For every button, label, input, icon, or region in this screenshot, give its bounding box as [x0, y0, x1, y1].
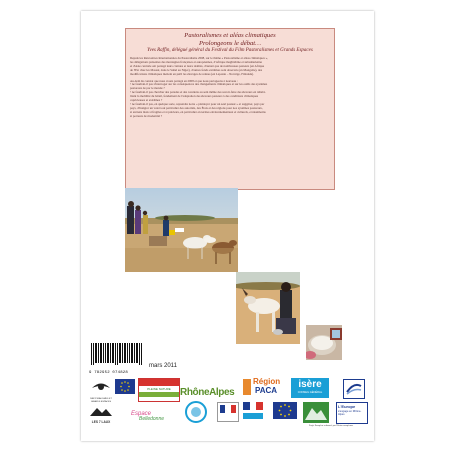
paca-flag-icon [243, 379, 251, 395]
barcode-icon [89, 342, 144, 366]
logo-swirl [343, 379, 365, 399]
photo-woman-milking-goat [236, 272, 300, 344]
editorial-paragraph-1 [130, 57, 330, 77]
text-line: Depuis les Rencontres Internationales du Pastoralisme 2008, sur le thème « Pastoralisme et aléas climatiques », [130, 56, 268, 60]
text-line: • ne faudrait-il pas chercher des parades et des rotations au sein même des savoir-faire des éleveurs en réhabi- [130, 90, 266, 95]
logo-europe-text: L'Europe [338, 404, 356, 409]
editorial-title-line2: Prolongeons le débat… [198, 39, 262, 47]
logo-paca-text: PACA [255, 386, 278, 395]
logo-region-paca [243, 377, 287, 399]
logo-republique [217, 402, 239, 422]
text-line: et d'Asie centrale ont partagé leurs craintes et leurs réalités, d'autant que de nombreuses pasteurs (en Afrique [130, 63, 265, 68]
swirl-icon [344, 380, 364, 398]
logo-feder-text: s'engage en Rhône-Alpes [338, 410, 362, 416]
eu-stars-icon [115, 379, 135, 394]
logo-espace-belledonne [131, 411, 179, 427]
alps-icon [303, 402, 329, 423]
logo-region-text: Région [253, 377, 281, 386]
logo-belledonne-text: Belledonne [139, 416, 165, 422]
mountain-icon [89, 406, 113, 416]
text-line: pastoraux de par le monde ? [130, 86, 165, 91]
text-line: de l'Est chez les Massaï, dans le Sahel au Niger), d'autres fonds extrêmes sont observés (en Mongolie), des [130, 67, 263, 72]
back-cover-page [81, 11, 374, 441]
logo-rhonealpes-text: RhôneAlpes [180, 387, 235, 398]
text-line: pays, d'intégrer un volet tout particulier des autorités, des États et des régions pour nos systèmes pastoraux, [130, 105, 263, 110]
text-line: les délégations présentes des montagnes françaises et européennes, d'Afrique maghrébine et subsaharienne [130, 59, 262, 64]
europe-cofinancing-note: Projet Européen cofinancé par l'Union européenne [309, 425, 354, 427]
logo-eu-flag [273, 402, 297, 419]
editorial-paragraph-2 [130, 80, 330, 119]
logo-round-seal [185, 401, 207, 423]
publication-date: mars 2011 [149, 363, 177, 369]
logo-pleine-nature [138, 378, 180, 402]
logo-isere [291, 378, 329, 398]
text-line: litant la mobilité du bétail, fondement de l'adaptation des éleveurs pasteurs à des conditions climatiques [130, 94, 259, 99]
text-line: • ne faudrait-il pas s'interroger sur les conséquences des changements climatiques et sur les outils des systèmes [130, 82, 268, 87]
text-line: • ne faudrait-il pas, en quelque sorte, reprendre notre « plaidoyer pour un seul pasteur » et suggérer, pays par [130, 101, 265, 106]
editorial-author: Yves Raffin, délégué général du Festival du Film Pastoralismes et Grands Espaces [147, 48, 313, 53]
isbn-barcode [89, 342, 144, 375]
seal-icon [187, 403, 205, 421]
logo-gov [243, 402, 263, 424]
logo-espace-text: Espace [131, 411, 152, 417]
text-line: si anciens mais si fragiles et si précieux, en particulier en termes environnementaux et culturels, et néanmoins [130, 109, 266, 114]
logo-pastoralismes [89, 379, 113, 403]
logo-les7laux [89, 403, 113, 424]
logo-rhonealpes [180, 382, 236, 396]
logo-pleine-nature-text: PLEINE NATURE [147, 387, 171, 391]
logo-isere-text: isère [298, 379, 322, 390]
eu-stars-icon [273, 402, 297, 419]
text-line: Au-delà du constat que nous avons partagé en 2008 et que nous partageons à nouveau : [130, 78, 238, 83]
barcode-number: 9 782952 074828 [89, 371, 129, 375]
logo-les7laux-text: LES 7 LAUX [91, 420, 111, 424]
logo-isere-sub: CONSEIL GÉNÉRAL [297, 391, 323, 394]
logo-europe-feder [336, 402, 368, 424]
editorial-title-line1: Pastoralismes et aléas climatiques [184, 32, 276, 39]
text-line: capricieuses et extrêmes ? [130, 98, 163, 103]
bull-icon [89, 379, 113, 393]
editorial-box [125, 28, 335, 190]
photo-grain-bowl [306, 325, 342, 360]
logo-eu-small [115, 379, 135, 394]
text-line: modifications climatiques mettent en péril les élevages de rennes (en Laponie – Norvège, Finlande). [130, 71, 254, 76]
logo-pastoralismes-text: PASTORALISMES ET GRANDS ESPACES [90, 398, 112, 403]
photo-herders-with-goats [125, 188, 238, 272]
text-line: si porteurs de modernité ? [130, 113, 163, 118]
logo-green-alpine [303, 402, 329, 423]
